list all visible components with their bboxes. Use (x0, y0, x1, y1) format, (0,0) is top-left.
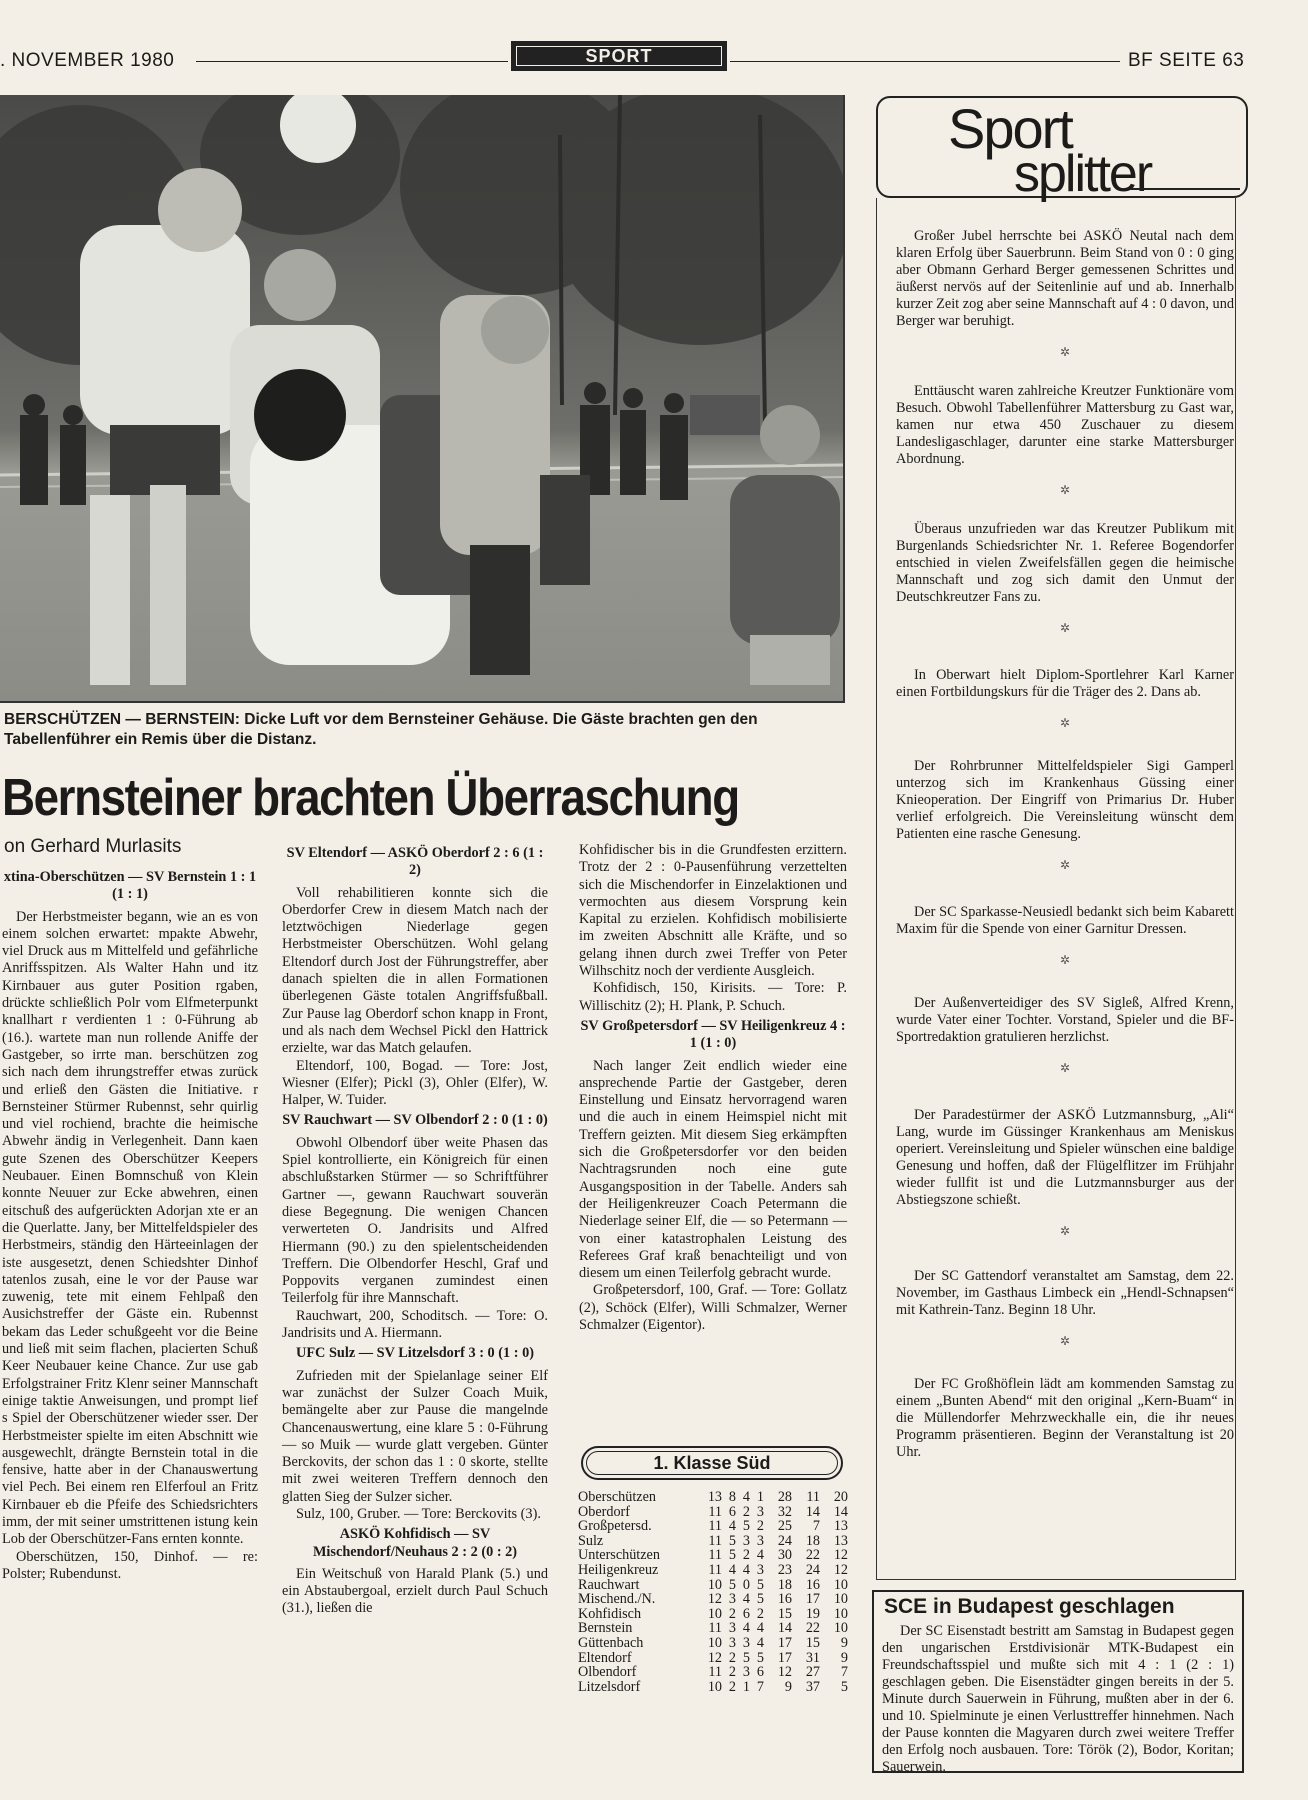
match-heading: SV Großpetersdorf — SV Heiligenkreuz 4 : 1 (1 : 0) (580, 1017, 846, 1052)
team-name: Oberschützen (578, 1489, 656, 1505)
table-cell: 7 (840, 1664, 848, 1681)
team-name: Kohfidisch (578, 1605, 642, 1622)
article-paragraph: Zufrieden mit der Spielanlage seiner Elf war zunächst der Sulzer Coach Muik, bemängelte aber zur Pause die mangelnde Chancenauswertung, eine klare 5 : 0-Führung — so Muik — wurde glatt vergeben. Günter Berckovits, der schon das 1 : 0 skorte, stellte mit zwei weiteren Treffern dennoch den glatten Sieg der Sulzer sicher. (282, 1367, 548, 1505)
article-headline: Bernsteiner brachten Überraschung (2, 769, 739, 827)
table-cell: 12 (833, 1547, 848, 1564)
table-cell: 6 (756, 1664, 764, 1681)
page-number: BF SEITE 63 (1128, 50, 1245, 71)
table-cell: 32 (777, 1503, 792, 1520)
table-cell: 12 (707, 1649, 722, 1666)
table-cell: 30 (777, 1547, 792, 1564)
league-table-row (578, 1592, 848, 1607)
table-cell: 2 (756, 1605, 764, 1622)
table-cell: 2 (728, 1605, 736, 1622)
budapest-headline: SCE in Budapest geschlagen (884, 1595, 1175, 1618)
article-paragraph: Sulz, 100, Gruber. — Tore: Berckovits (3). (296, 1505, 541, 1522)
separator-star-icon: ✲ (1059, 716, 1071, 730)
table-cell: 10 (833, 1605, 848, 1622)
match-heading: xtina-Oberschützen — SV Bernstein 1 : 1 (1 : 1) (3, 869, 257, 903)
table-cell: 12 (833, 1561, 848, 1578)
article-paragraph: Rauchwart, 200, Schoditsch. — Tore: O. Jandrisits und A. Hiermann. (282, 1307, 548, 1342)
table-cell: 24 (805, 1561, 820, 1578)
table-cell: 10 (707, 1605, 722, 1622)
sportsplitter-item: Enttäuscht waren zahlreiche Kreutzer Funktionäre vom Besuch. Obwohl Tabellenführer Mattersburg zu Gast war, kamen nur etwa 450 Zuschauer zu diesem Landesligaschlager, darunter eine starke Mattersburger Abordnung. (896, 383, 1234, 467)
table-cell: 10 (833, 1620, 848, 1637)
separator-star-icon: ✲ (1059, 621, 1071, 635)
table-cell: 5 (756, 1649, 764, 1666)
table-cell: 37 (805, 1678, 820, 1695)
table-cell: 5 (728, 1576, 736, 1593)
team-name: Güttenbach (578, 1634, 644, 1651)
team-name: Bernstein (578, 1620, 633, 1637)
article-paragraph: Obwohl Olbendorf über weite Phasen das Spiel kontrollierte, ein Königreich für einen abschlußstarken Stürmer — so Schriftführer Gartner —, gewann Rauchwart souverän diese Begegnung. Die wenigen Chancen verwerteten O. Jandrisits und Alfred Hiermann (90.) zu den spielentscheidenden Treffern. Die Olbendorfer Heschl, Graf und Poppovits verganen zumindest einen Teilerfolg für ihre Mannschaft. (282, 1134, 548, 1307)
table-cell: 28 (777, 1489, 792, 1505)
table-cell: 31 (805, 1649, 820, 1666)
table-cell: 2 (728, 1649, 736, 1666)
table-cell: 13 (833, 1518, 848, 1535)
league-table-row (578, 1505, 848, 1520)
league-table-row (578, 1563, 848, 1578)
table-cell: 3 (728, 1634, 736, 1651)
separator-star-icon: ✲ (1059, 1334, 1071, 1348)
league-table-row (578, 1651, 848, 1666)
table-cell: 14 (805, 1503, 820, 1520)
sportsplitter-title-sport: Sport (948, 97, 1072, 160)
match-heading: ASKÖ Kohfidisch — SV Mischendorf/Neuhaus 2 : 2 (0 : 2) (312, 1526, 518, 1560)
table-cell: 11 (708, 1532, 722, 1549)
article-column-3 (579, 842, 847, 1334)
team-name: Mischend./N. (578, 1591, 656, 1608)
article-paragraph: Voll rehabilitieren konnte sich die Oberdorfer Crew in diesem Match nach der letztwöchigen Niederlage gegen Herbstmeister Oberschützen. Wohl gelang Eltendorf durch Jost der Führungstreffer, aber danach spielten die in allen Formationen überlegenen Gäste totalen Angriffsfußball. Zur Pause lag Oberdorf schon knapp in Front, und als nach dem Wechsel Pickl den Hattrick erzielte, war das Match gelaufen. (282, 884, 548, 1057)
separator-star-icon: ✲ (1059, 1224, 1071, 1238)
table-cell: 5 (840, 1678, 848, 1695)
sportsplitter-item: Der FC Großhöflein lädt am kommenden Samstag zu einem „Bunten Abend“ mit den original „Kern-Buam“ in die Müllendorfer Mehrzweckhalle ein, die ihr neues Programm präsentieren. Beginn der Veranstaltung ist 20 Uhr. (896, 1376, 1234, 1460)
separator-star-icon: ✲ (1059, 345, 1071, 359)
table-cell: 14 (833, 1503, 848, 1520)
table-cell: 4 (756, 1634, 764, 1651)
table-cell: 11 (708, 1547, 722, 1564)
match-heading: UFC Sulz — SV Litzelsdorf 3 : 0 (1 : 0) (296, 1345, 534, 1362)
table-cell: 13 (707, 1489, 722, 1505)
table-cell: 3 (742, 1664, 750, 1681)
header-rule-right (730, 61, 1120, 62)
table-cell: 2 (756, 1518, 764, 1535)
table-cell: 3 (742, 1634, 750, 1651)
table-cell: 17 (777, 1634, 792, 1651)
table-cell: 3 (756, 1561, 764, 1578)
section-label-text: SPORT (585, 46, 653, 66)
table-cell: 2 (742, 1503, 750, 1520)
table-cell: 3 (728, 1620, 736, 1637)
table-cell: 14 (777, 1620, 792, 1637)
table-cell: 4 (742, 1489, 750, 1505)
table-cell: 6 (728, 1503, 736, 1520)
table-cell: 5 (742, 1518, 750, 1535)
table-cell: 5 (728, 1532, 736, 1549)
table-cell: 11 (708, 1561, 722, 1578)
article-paragraph: Großpetersdorf, 100, Graf. — Tore: Gollatz (2), Schöck (Elfer), Willi Schmalzer, Werner Schmalzer (Eigentor). (579, 1282, 847, 1334)
table-cell: 1 (756, 1489, 764, 1505)
sportsplitter-item: In Oberwart hielt Diplom-Sportlehrer Karl Karner einen Fortbildungskurs für die Träger des 2. Dans ab. (896, 667, 1234, 700)
issue-date: . NOVEMBER 1980 (0, 50, 175, 71)
table-cell: 16 (777, 1591, 792, 1608)
sportsplitter-item: Der SC Gattendorf veranstaltet am Samstag, dem 22. November, im Gasthaus Limbeck ein „Hendl-Schnapsen“ mit Kathrein-Tanz. Beginn 18 Uhr. (896, 1268, 1234, 1318)
table-cell: 3 (742, 1532, 750, 1549)
table-cell: 3 (756, 1503, 764, 1520)
table-cell: 5 (742, 1649, 750, 1666)
sportsplitter-item: Überaus unzufrieden war das Kreutzer Publikum mit Burgenlands Schiedsrichter Nr. 1. Referee Bogendorfer entschied in vielen Zweifelsfällen gegen die heimische Mannschaft und zog sich damit den Unmut der Deutschkreutzer Fans zu. (896, 521, 1234, 605)
table-cell: 11 (708, 1518, 722, 1535)
sportsplitter-item: Der Außenverteidiger des SV Sigleß, Alfred Krenn, wurde Vater einer Tochter. Vorstand, Spieler und die BF-Sportredaktion gratulieren herzlichst. (896, 995, 1234, 1045)
table-cell: 4 (728, 1518, 736, 1535)
match-photo-illustration (0, 95, 845, 703)
team-name: Eltendorf (578, 1649, 632, 1666)
table-cell: 11 (708, 1620, 722, 1637)
table-cell: 4 (742, 1561, 750, 1578)
table-cell: 10 (707, 1678, 722, 1695)
table-cell: 22 (805, 1620, 820, 1637)
separator-star-icon: ✲ (1059, 953, 1071, 967)
article-paragraph: Kohfidischer bis in die Grundfesten erzittern. Trotz der 2 : 0-Pausenführung verzettelten sich die Mischendorfer in Einzelaktionen und vermochten aus diesem Vorsprung kein Kapital zu erzielen. Kohfidisch mobilisierte im zweiten Abschnitt alle Kräfte, und so gelang ihnen durch zwei Treffer von Peter Wilhschitz noch der verdiente Ausgleich. (579, 842, 847, 980)
league-table-row (578, 1578, 848, 1593)
table-cell: 2 (728, 1678, 736, 1695)
team-name: Großpetersd. (578, 1518, 652, 1535)
table-cell: 9 (840, 1649, 848, 1666)
team-name: Oberdorf (578, 1503, 630, 1520)
table-cell: 12 (777, 1664, 792, 1681)
table-cell: 7 (812, 1518, 820, 1535)
sportsplitter-title-splitter: splitter (1014, 145, 1152, 203)
table-cell: 16 (805, 1576, 820, 1593)
article-paragraph: Eltendorf, 100, Bogad. — Tore: Jost, Wiesner (Elfer); Pickl (3), Ohler (Elfer), W. Halper, W. Tuider. (282, 1057, 548, 1109)
article-column-1 (2, 866, 258, 1583)
table-cell: 22 (805, 1547, 820, 1564)
team-name: Rauchwart (578, 1576, 640, 1593)
table-cell: 4 (742, 1620, 750, 1637)
budapest-text (882, 1623, 1234, 1776)
table-cell: 1 (742, 1678, 750, 1695)
table-cell: 0 (742, 1576, 750, 1593)
match-heading: SV Rauchwart — SV Olbendorf 2 : 0 (1 : 0) (282, 1112, 548, 1129)
league-table-row (578, 1548, 848, 1563)
table-cell: 8 (728, 1489, 736, 1505)
article-paragraph: Kohfidisch, 150, Kirisits. — Tore: P. Willischitz (2); H. Plank, P. Schuch. (579, 980, 847, 1014)
match-heading: SV Eltendorf — ASKÖ Oberdorf 2 : 6 (1 : 2) (286, 845, 544, 879)
table-cell: 24 (777, 1532, 792, 1549)
article-paragraph: Nach langer Zeit endlich wieder eine ansprechende Partie der Gastgeber, deren Einstellung und Einsatz hervorragend waren und die auch in einem Heimspiel nicht mit Treffern geizten. Mit diesem Sieg erkämpften sich die Großpetersdorfer vor den beiden Nachtragsrunden noch eine gute Ausgangsposition in der Tabelle. Anders sah der Heiligenkreuzer Coach Petermann die Niederlage seiner Elf, die — so Petermann — von einer katastrophalen Leistung des Referees Graf kraß benachteiligt und von diesem um einen Teilerfolg gebracht wurde. (579, 1057, 847, 1282)
table-cell: 9 (840, 1634, 848, 1651)
table-cell: 2 (728, 1664, 736, 1681)
table-cell: 3 (756, 1532, 764, 1549)
sportsplitter-item: Großer Jubel herrschte bei ASKÖ Neutal nach dem klaren Erfolg über Sauerbrunn. Beim Stand von 0 : 0 ging aber Obmann Gerhard Berger gemessenen Schrittes und äußerst nervös auf der Seitenlinie auf und ab. Innerhalb kurzer Zeit zog aber seine Mannschaft auf 4 : 0 davon, und Berger war beruhigt. (896, 228, 1234, 329)
table-cell: 15 (805, 1634, 820, 1651)
table-cell: 10 (707, 1576, 722, 1593)
table-cell: 13 (833, 1532, 848, 1549)
table-cell: 4 (756, 1547, 764, 1564)
sportsplitter-item: Der Paradestürmer der ASKÖ Lutzmannsburg, „Ali“ Lang, wurde im Güssinger Krankenhaus am Meniskus operiert. Vereinsleitung und Spieler wünschen eine baldige Genesung und hoffen, daß der Flügelflitzer im Frühjahr wieder fullfit ist und die Lutzmannsburger aus der Abstiegszone schießt. (896, 1107, 1234, 1208)
sportsplitter-item: Der Rohrbrunner Mittelfeldspieler Sigi Gamperl unterzog sich im Krankenhaus Güssing einer Knieoperation. Der Eingriff von Primarius Dr. Huber verlief erfolgreich. Die Vereinsleitung wünscht dem Patienten eine rasche Genesung. (896, 758, 1234, 842)
league-table-title (581, 1446, 843, 1480)
table-cell: 25 (777, 1518, 792, 1535)
table-cell: 2 (742, 1547, 750, 1564)
article-column-2 (282, 842, 548, 1618)
article-paragraph: Der Herbstmeister begann, wie an es von einem solchen erwartet: mpakte Abwehr, viel Druck aus m Mittelfeld und gefährliche Anriffsspitzen. Als Walter Hahn und itz Kirnbauer aus guter Position rgaben, drückte schließlich Polr vom Elfmeterpunkt knallhart r verdienten 1 : 0-Führung ab (16.). wartete man nun rollende Aniffe der Gastgeber, so irrte man. berschützen zog sich nach dem ihrungstreffer etwas zurück und erließ den Gästen die Initiative. r Bernsteiner Stürmer Rubennst, sehr quirlig und viel rochiend, brachte die heimische Abwehr ändig in Verlegenheit. Dann kaen gute Szenen des Oberschützer Keepers Neubauer. Einen Bomnschuß von Klein konnte Neuuer zur Ecke abwehren, einen eitschuß des aufgerückten Adorjan xte er an die Querlatte. Jany, ber Mittelfeldspieler des Herbstmeirs, ständig den Härteeinlagen der iste ausgesetzt, denen Schiedshter Dinhof tatenlos zusah, eine le vor der Pause war zuwenig, tete mit einem Fehlpaß den Ausichstreffer der Gäste ein. Rubennst bekam das Leder schußgeeht vor die Beine und ließ mit seim flachen, placierten Schuß Keer Neubauer keine Chance. Zur use gab Erfolgstrainer Fritz Klenr seiner Mannschaft einige taktie Anweisungen, und prompt lief s Spiel der Oberschützener wieder sser. Der Herbstmeister spielte im eiten Abschnitt wie ausgewechlt, drängte Bernstein total in die fensive, hatte aber in der Chanauswertung viel Pech. Bei einem ren Elferfoul an Fritz Kirnbauer eb die Pfeife des Schiedsrichters imm, der mit seiner umstrittenen istung kein Lob der Oberschützer-Fans ernten konnte. (2, 908, 258, 1548)
sportsplitter-item: Der SC Sparkasse-Neusiedl bedankt sich beim Kabarett Maxim für die Spende von einer Garnitur Dressen. (896, 904, 1234, 937)
table-cell: 5 (756, 1576, 764, 1593)
table-cell: 4 (756, 1620, 764, 1637)
league-table-row (578, 1636, 848, 1651)
table-cell: 18 (805, 1532, 820, 1549)
table-cell: 6 (742, 1605, 750, 1622)
team-name: Heiligenkreuz (578, 1561, 659, 1578)
separator-star-icon: ✲ (1059, 1061, 1071, 1075)
league-table-row (578, 1534, 848, 1549)
article-paragraph: Ein Weitschuß von Harald Plank (5.) und ein Abstaubergoal, erzielt durch Paul Schuch (31.), ließen die (282, 1565, 548, 1617)
budapest-paragraph: Der SC Eisenstadt bestritt am Samstag in Budapest gegen den ungarischen Erstdivisionär MTK-Budapest ein Freundschaftsspiel und mußte sich mit 4 : 1 (2 : 1) geschlagen geben. Die Eisenstädter gingen bereits in der 5. Minute durch Sauerwein in Führung, mußten aber in der 6. und 10. Spielminute je einen Verlusttreffer hinnehmen. Nach der Pause konnten die Magyaren durch zwei weitere Treffer den Erfolg noch ausbauen. Tore: Török (2), Bodor, Koritan; Sauerwein. (882, 1623, 1234, 1775)
table-cell: 19 (805, 1605, 820, 1622)
team-name: Olbendorf (578, 1664, 637, 1681)
table-cell: 4 (728, 1561, 736, 1578)
table-cell: 9 (784, 1678, 792, 1695)
league-table-row (578, 1607, 848, 1622)
table-cell: 15 (777, 1605, 792, 1622)
header-rule-left (196, 61, 508, 62)
league-table-row (578, 1519, 848, 1534)
league-table-row (578, 1490, 848, 1505)
table-cell: 27 (805, 1664, 820, 1681)
table-cell: 11 (708, 1503, 722, 1520)
table-cell: 11 (806, 1489, 820, 1505)
table-cell: 4 (742, 1591, 750, 1608)
league-table-row (578, 1665, 848, 1680)
table-cell: 23 (777, 1561, 792, 1578)
table-cell: 3 (728, 1591, 736, 1608)
section-label (511, 41, 727, 71)
table-cell: 10 (833, 1591, 848, 1608)
table-cell: 12 (707, 1591, 722, 1608)
table-cell: 18 (777, 1576, 792, 1593)
title-underline (1130, 188, 1240, 190)
table-cell: 11 (708, 1664, 722, 1681)
team-name: Sulz (578, 1532, 604, 1549)
table-cell: 7 (756, 1678, 764, 1695)
team-name: Litzelsdorf (578, 1678, 641, 1695)
table-cell: 10 (833, 1576, 848, 1593)
article-byline: on Gerhard Murlasits (4, 836, 182, 857)
league-table (578, 1490, 848, 1694)
league-table-row (578, 1621, 848, 1636)
table-cell: 17 (777, 1649, 792, 1666)
league-table-title-text: 1. Klasse Süd (653, 1453, 771, 1473)
team-name: Unterschützen (578, 1547, 660, 1564)
league-table-row (578, 1680, 848, 1695)
table-cell: 17 (805, 1591, 820, 1608)
table-cell: 20 (833, 1489, 848, 1505)
sportsplitter-column (896, 228, 1234, 1461)
table-cell: 5 (728, 1547, 736, 1564)
table-cell: 10 (707, 1634, 722, 1651)
match-photo (0, 95, 845, 703)
separator-star-icon: ✲ (1059, 858, 1071, 872)
sportsplitter-title-box (876, 96, 1248, 203)
separator-star-icon: ✲ (1059, 483, 1071, 497)
table-cell: 5 (756, 1591, 764, 1608)
article-paragraph: Oberschützen, 150, Dinhof. — re: Polster; Rubendunst. (2, 1548, 258, 1582)
photo-caption: BERSCHÜTZEN — BERNSTEIN: Dicke Luft vor dem Bernsteiner Gehäuse. Die Gäste brachten gen den Tabellenführer ein Remis über die Distanz. (4, 711, 758, 748)
